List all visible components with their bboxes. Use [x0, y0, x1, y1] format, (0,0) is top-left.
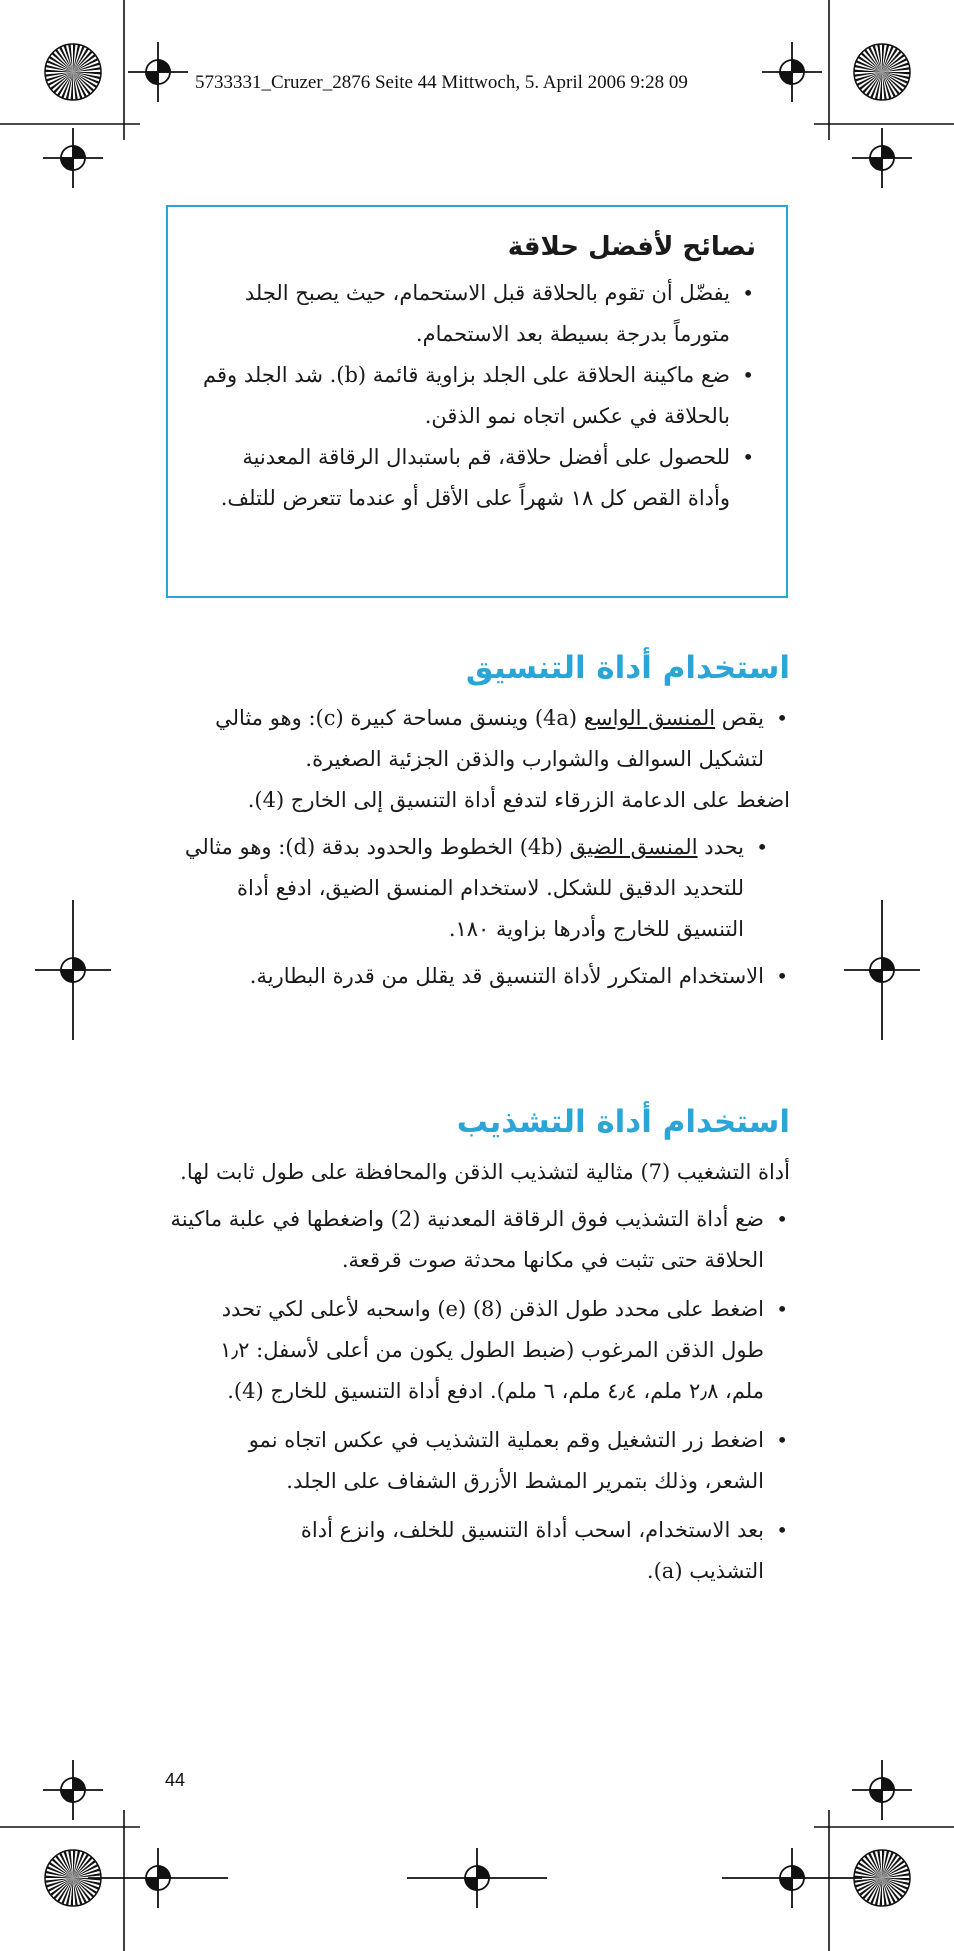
- styling-b1-post: (4a) وينسق مساحة كبيرة (c): وهو مثالي لتشكيل السوالف والشوارب والذقن الجزئية الصغيرة.: [215, 706, 764, 771]
- styling-b2-post: (4b) الخطوط والحدود بدقة (d): وهو مثالي للتحديد الدقيق للشكل. لاستخدام المنسق الضيق، ادفع أداة التنسيق للخارج وأدرها بزاوية ١٨٠.: [184, 835, 744, 941]
- styling-bullet-wide-trimmer: [165, 698, 790, 780]
- trimming-list: [165, 1199, 790, 1592]
- narrow-trimmer-term: المنسق الضيق: [569, 835, 698, 859]
- trimming-title: استخدام أداة التشذيب: [456, 1104, 790, 1140]
- tips-item: • ضع ماكينة الحلاقة على الجلد بزاوية قائمة (b). شد الجلد وقم بالحلاقة في عكس اتجاه نمو الذقن.: [198, 355, 756, 437]
- page-number: 44: [165, 1770, 186, 1790]
- trimming-item: • بعد الاستخدام، اسحب أداة التنسيق للخلف، وانزع أداة التشذيب (a).: [165, 1510, 790, 1592]
- starburst-icon: [45, 1850, 101, 1906]
- tips-item: • يفضّل أن تقوم بالحلاقة قبل الاستحمام، حيث يصبح الجلد متورماً بدرجة بسيطة بعد الاستحمام.: [198, 273, 756, 355]
- tips-item: • للحصول على أفضل حلاقة، قم باستبدال الرقاقة المعدنية وأداة القص كل ١٨ شهراً على الأقل أو عندما تتعرض للتلف.: [198, 437, 756, 519]
- tips-list: [198, 273, 756, 519]
- styling-b1-pre: يقص: [715, 706, 764, 730]
- starburst-icon: [854, 1850, 910, 1906]
- wide-trimmer-term: المنسق الواسع: [583, 706, 716, 730]
- styling-bullet-narrow-trimmer: [165, 827, 770, 950]
- tips-box: [166, 205, 788, 598]
- print-header: 5733331_Cruzer_2876 Seite 44 Mittwoch, 5. April 2006 9:28 09: [195, 72, 688, 93]
- styling-list-3: [165, 956, 790, 997]
- styling-push-note: اضغط على الدعامة الزرقاء لتدفع أداة التنسيق إلى الخارج (4).: [247, 788, 790, 812]
- starburst-icon: [45, 44, 101, 100]
- styling-b2-pre: يحدد: [697, 835, 744, 859]
- trimming-intro: أداة التشغيب (7) مثالية لتشذيب الذقن والمحافظة على طول ثابت لها.: [180, 1160, 790, 1184]
- tips-title: نصائح لأفضل حلاقة: [507, 232, 756, 262]
- styling-bullet-battery: • الاستخدام المتكرر لأداة التنسيق قد يقلل من قدرة البطارية.: [165, 956, 790, 997]
- trimming-item: • اضغط زر التشغيل وقم بعملية التشذيب في عكس اتجاه نمو الشعر، وذلك بتمرير المشط الأزرق الشفاف على الجلد.: [165, 1420, 790, 1502]
- styling-title: استخدام أداة التنسيق: [465, 650, 790, 686]
- trimming-item: • ضع أداة التشذيب فوق الرقاقة المعدنية (2) واضغطها في علبة ماكينة الحلاقة حتى تثبت في مكانها محدثة صوت قرقعة.: [165, 1199, 790, 1281]
- starburst-icon: [854, 44, 910, 100]
- trimming-item: • اضغط على محدد طول الذقن (8) (e) واسحبه لأعلى لكي تحدد طول الذقن المرغوب (ضبط الطول يكون من أعلى لأسفل: ١٫٢ ملم، ٢٫٨ ملم، ٤٫٤ ملم، ٦ ملم). ادفع أداة التنسيق للخارج (4).: [165, 1289, 790, 1412]
- styling-list: [165, 698, 790, 780]
- styling-section: [165, 646, 790, 997]
- trimming-section: [165, 1100, 790, 1592]
- styling-list-2: [165, 827, 790, 950]
